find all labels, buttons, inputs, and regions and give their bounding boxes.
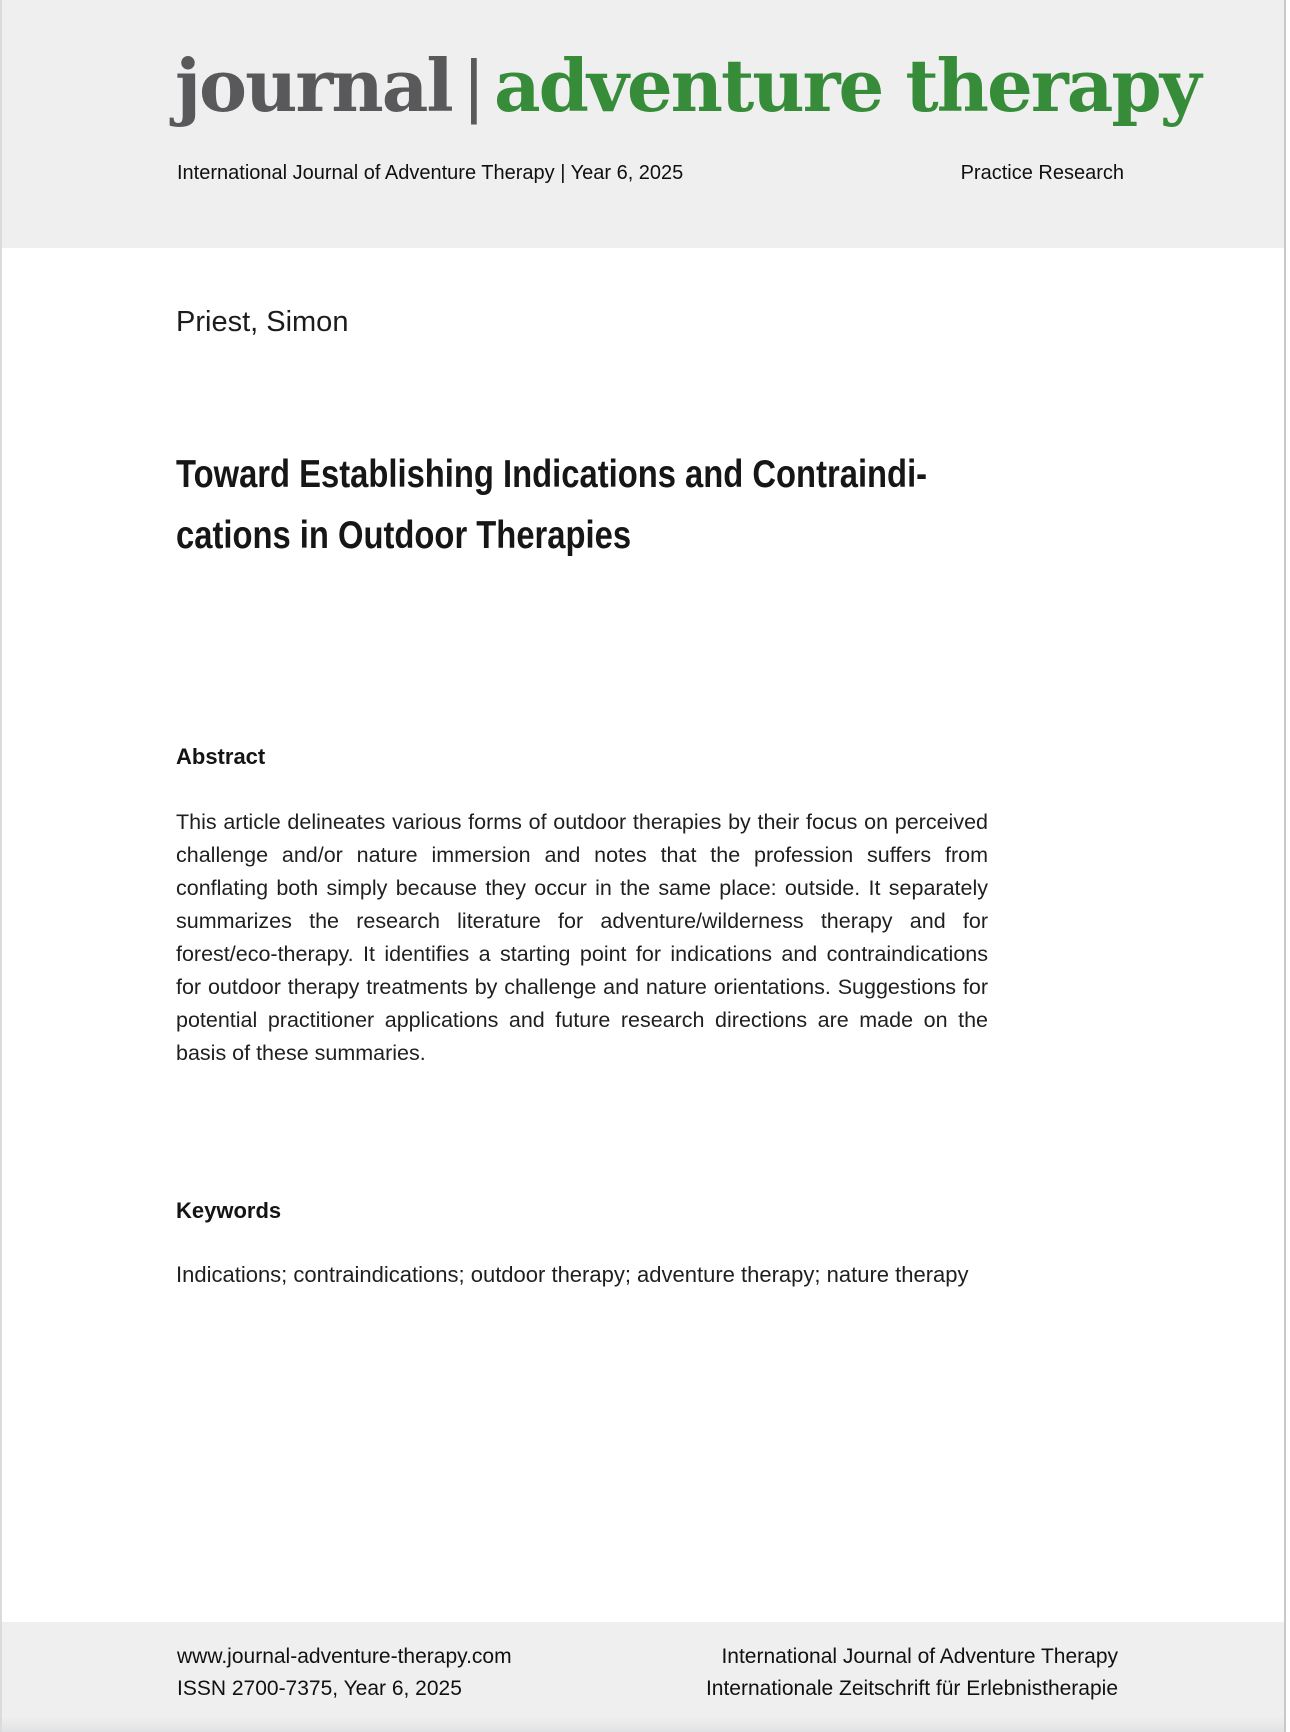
abstract-heading: Abstract [176,744,266,769]
abstract-text: This article delineates various forms of outdoor therapies by their focus on perceived challenge and/or nature immersion and notes that the profession suffers from conflating both simply because they occur in the same place: outside. It separately summarizes the research literature for adventure/wilderness therapy and for forest/eco-therapy. It identifies a starting point for indications and contraindications for outdoor therapy treatments by challenge and nature orientations. Suggestions for potential practitioner applications and future research directions are made on the basis of these summaries. [176,810,988,1065]
journal-subtitle: International Journal of Adventure Therapy | Year 6, 2025 [177,162,684,184]
article-title [176,444,927,566]
keywords-heading: Keywords [176,1198,282,1223]
footer-journal-name-de: Internationale Zeitschrift für Erlebnistherapie [705,1677,1118,1700]
footer-website: www.journal-adventure-therapy.com [177,1645,512,1668]
footer-right-column [706,1641,1118,1705]
page-right-edge [1284,0,1286,1732]
footer-journal-name-en: International Journal of Adventure Therapy [721,1645,1118,1668]
logo-separator: | [461,47,484,125]
keywords-text: Indications; contraindications; outdoor therapy; adventure therapy; nature therapy [176,1262,969,1287]
footer-issn: ISSN 2700-7375, Year 6, 2025 [177,1677,462,1700]
author-name: Priest, Simon [176,306,349,338]
article-title-line-2: cations in Outdoor Therapies [176,514,632,557]
footer-left-column [177,1641,512,1705]
logo-adventure-text: adventure therapy [493,43,1200,128]
header-band [2,0,1284,248]
journal-logo [175,43,1200,128]
page-left-edge [0,0,2,1732]
article-title-line-1: Toward Establishing Indications and Contraindi- [176,453,928,496]
category-label: Practice Research [960,162,1124,184]
logo-journal-text: journal [175,43,452,128]
